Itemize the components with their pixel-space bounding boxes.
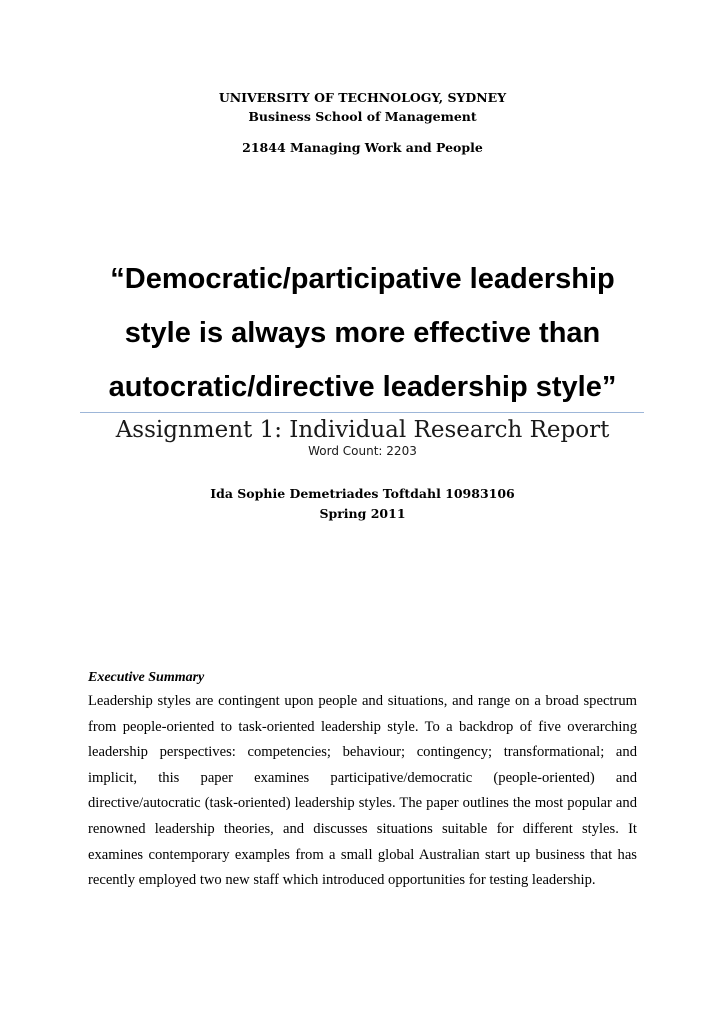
author-block (0, 484, 725, 524)
course-name: 21844 Managing Work and People (242, 140, 483, 155)
title-line-3: autocratic/directive leadership style” (108, 371, 617, 403)
word-count: Word Count: 2203 (308, 444, 417, 458)
executive-summary-body (88, 689, 637, 894)
summary-line: Leadership styles are contingent upon people and situations, and range on a broad spectrum (88, 693, 637, 709)
summary-line: directive/autocratic (task-oriented) leadership styles. The paper outlines the most popular and (88, 795, 637, 812)
summary-line: leadership perspectives: competencies; behaviour; contingency; transformational; and (88, 744, 637, 761)
title-divider (80, 412, 644, 413)
summary-line: implicit, this paper examines participative/democratic (people-oriented) and (88, 769, 637, 786)
term: Spring 2011 (319, 506, 406, 521)
title-line-2: style is always more effective than (124, 317, 601, 349)
summary-line: examines contemporary examples from a small global Australian start up business that has (88, 846, 637, 863)
summary-line: from people-oriented to task-oriented leadership style. To a backdrop of five overarching (88, 718, 637, 735)
summary-line: recently employed two new staff which introduced opportunities for testing leadership. (88, 872, 596, 889)
report-title (60, 252, 665, 414)
assignment-subtitle: Assignment 1: Individual Research Report (115, 417, 610, 443)
university-name: UNIVERSITY OF TECHNOLOGY, SYDNEY (218, 90, 507, 105)
institution-header (0, 88, 725, 126)
school-name: Business School of Management (248, 109, 477, 124)
author-name-id: Ida Sophie Demetriades Toftdahl 10983106 (210, 486, 515, 501)
summary-line: renowned leadership theories, and discusses situations suitable for different styles. It (88, 820, 637, 837)
title-line-1: “Democratic/participative leadership (110, 263, 615, 295)
executive-summary-heading: Executive Summary (88, 670, 205, 685)
